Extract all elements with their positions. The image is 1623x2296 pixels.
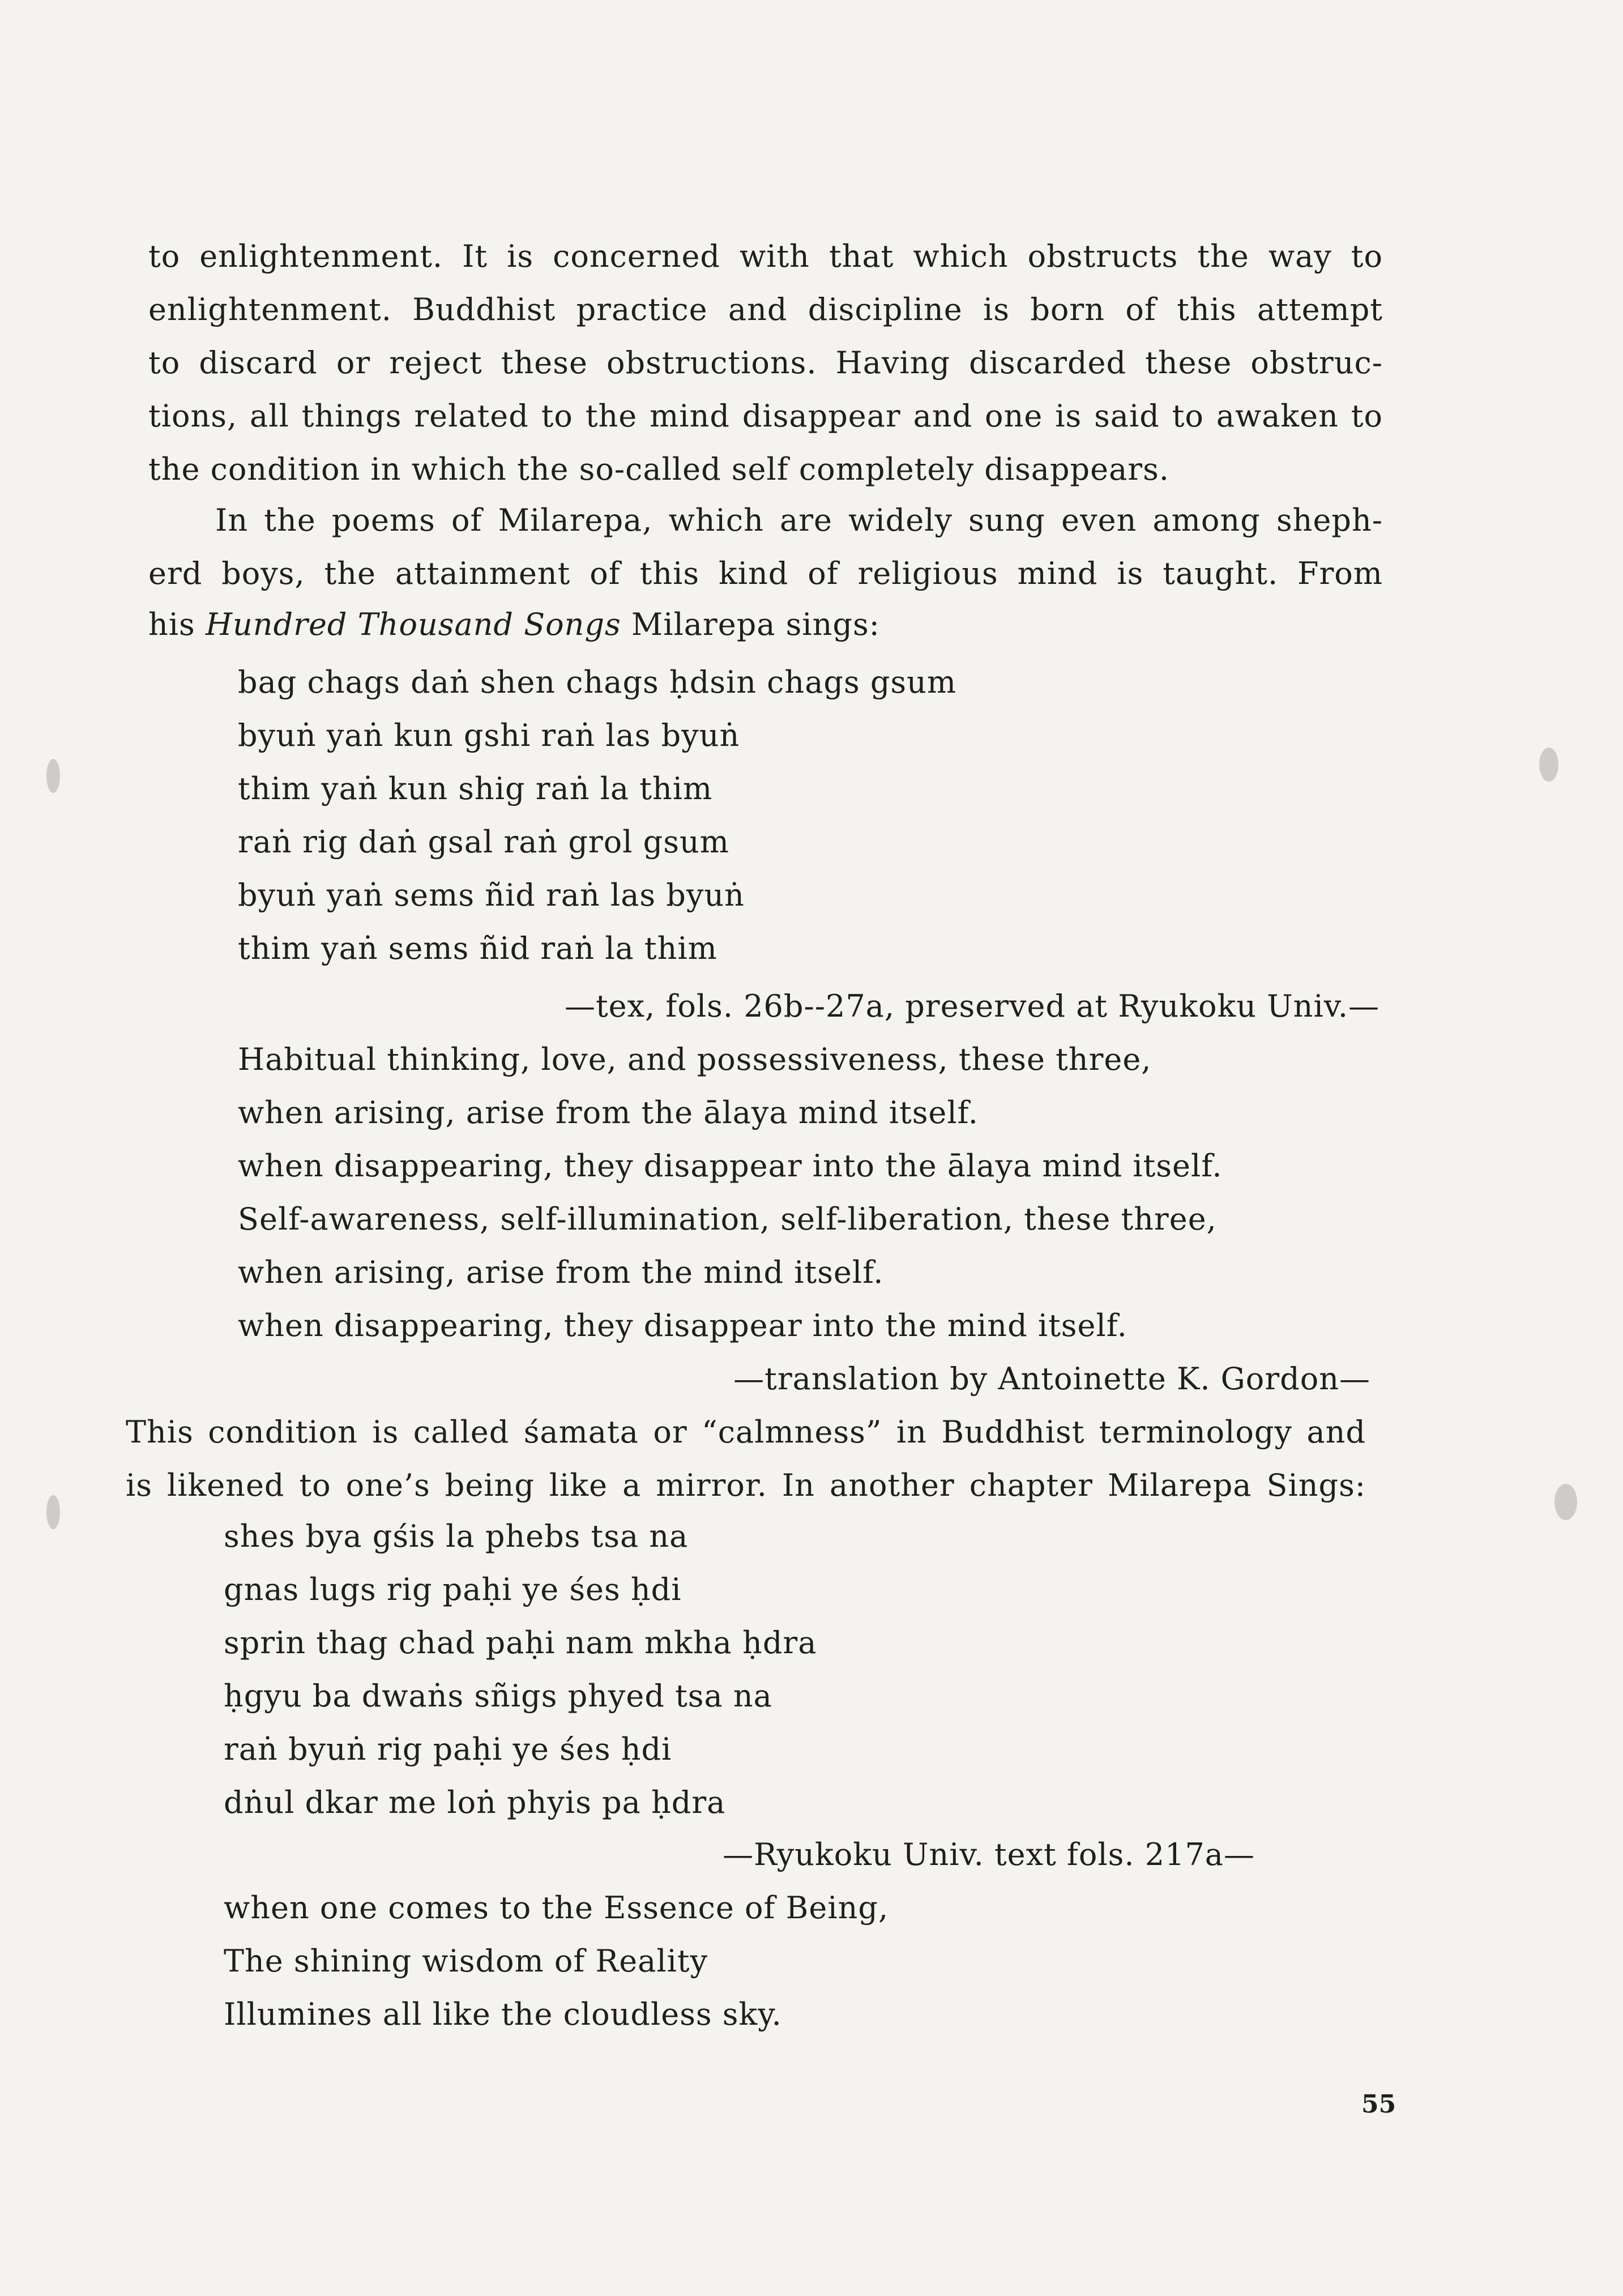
body-text-line: to discard or reject these obstructions. Having discarded these obstruc- [148,345,1383,381]
translation-line: when disappearing, they disappear into the mind itself. [238,1308,1127,1343]
body-text-line: erd boys, the attainment of this kind of religious mind is taught. From [148,556,1383,591]
tibetan-verse-line: byuṅ yaṅ sems ñid raṅ las byuṅ [238,877,745,913]
binding-hole-mark [46,1495,60,1529]
translation-line: The shining wisdom of Reality [224,1943,708,1979]
body-text-line: the condition in which the so-called self completely disappears. [148,451,1169,487]
translator-credit: —translation by Antoinette K. Gordon— [733,1361,1370,1397]
binding-hole-mark [1539,748,1558,782]
translation-line: Illumines all like the cloudless sky. [224,1996,782,2032]
tibetan-verse-line: raṅ byuṅ rig paḥi ye śes ḥdi [224,1731,672,1767]
tibetan-verse-line: raṅ rig daṅ gsal raṅ grol gsum [238,824,729,860]
translation-line: when arising, arise from the mind itself. [238,1254,884,1290]
book-title: Hundred Thousand Songs [205,607,621,642]
tibetan-verse-line: shes bya gśis la phebs tsa na [224,1518,689,1554]
body-text-line: In the poems of Milarepa, which are widely sung even among sheph- [215,502,1383,538]
body-text-line: tions, all things related to the mind disappear and one is said to awaken to [148,398,1383,434]
intro-his: his [148,607,206,642]
translation-line: when one comes to the Essence of Being, [224,1890,889,1926]
translation-line: Habitual thinking, love, and possessiveness, these three, [238,1042,1152,1077]
tibetan-verse-line: gnas lugs rig paḥi ye śes ḥdi [224,1572,682,1607]
body-text-line: is likened to one’s being like a mirror. In another chapter Milarepa Sings: [126,1467,1366,1503]
page-number: 55 [1361,2090,1396,2119]
binding-hole-mark [1554,1484,1577,1520]
body-text-line: to enlightenment. It is concerned with that which obstructs the way to [148,238,1383,274]
translation-line: Self-awareness, self-illumination, self-liberation, these three, [238,1201,1217,1237]
translation-line: when disappearing, they disappear into the ālaya mind itself. [238,1148,1223,1184]
tibetan-verse-line: bag chags daṅ shen chags ḥdsin chags gsum [238,664,957,700]
tibetan-verse-line: sprin thag chad paḥi nam mkha ḥdra [224,1625,817,1661]
tibetan-verse-line: dṅul dkar me loṅ phyis pa ḥdra [224,1785,726,1820]
body-text-line: enlightenment. Buddhist practice and discipline is born of this attempt [148,292,1383,327]
body-text-line [148,605,880,645]
tibetan-verse-line: thim yaṅ kun shig raṅ la thim [238,771,713,806]
source-citation: —Ryukoku Univ. text fols. 217a— [723,1837,1255,1872]
intro-tail: Milarepa sings: [621,607,880,642]
tibetan-verse-line: ḥgyu ba dwaṅs sñigs phyed tsa na [224,1678,772,1714]
tibetan-verse-line: thim yaṅ sems ñid raṅ la thim [238,931,717,966]
body-text-line: This condition is called śamata or “calmness” in Buddhist terminology and [126,1414,1366,1450]
translation-line: when arising, arise from the ālaya mind itself. [238,1095,979,1130]
binding-hole-mark [46,759,60,793]
source-citation: —tex, fols. 26b--27a, preserved at Ryukoku Univ.— [564,988,1379,1024]
tibetan-verse-line: byuṅ yaṅ kun gshi raṅ las byuṅ [238,718,740,753]
